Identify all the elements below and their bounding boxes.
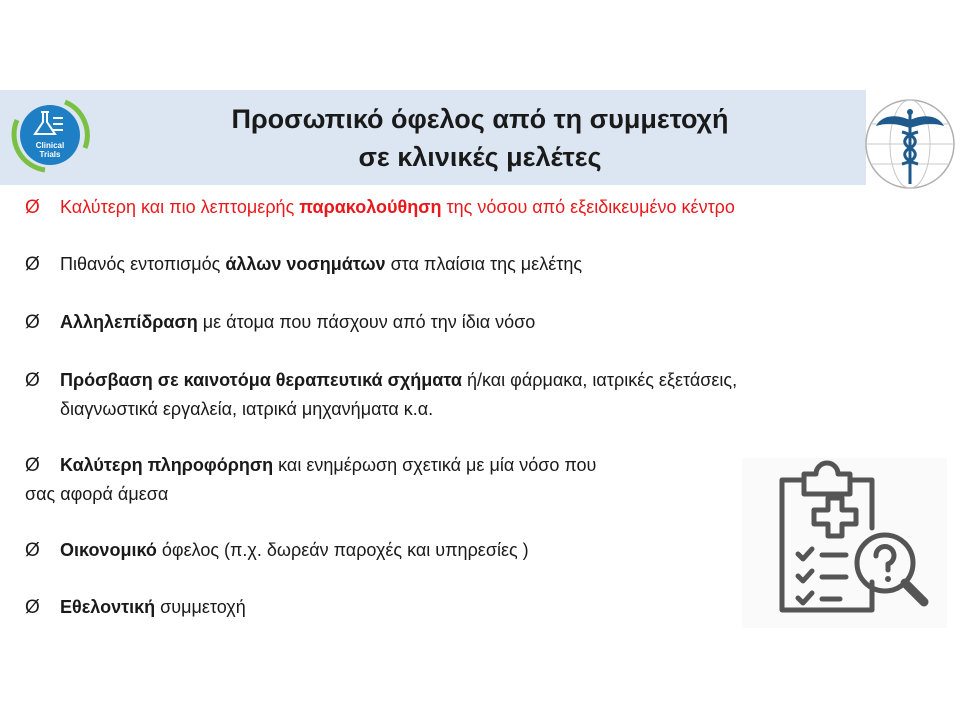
item-text-bold: Καλύτερη πληροφόρηση: [60, 455, 274, 475]
logo-text-trials: Trials: [39, 150, 61, 159]
bullet-icon: Ø: [25, 197, 40, 218]
item-text-post: με άτομα που πάσχουν από την ίδια νόσο: [197, 312, 536, 332]
list-item: [25, 308, 925, 337]
item-text-bold: Πρόσβαση σε καινοτόμα θεραπευτικά σχήματα: [60, 370, 462, 390]
item-text-pre: Πιθανός εντοπισμός: [60, 254, 226, 274]
bullet-icon: Ø: [25, 254, 40, 275]
list-item: [25, 250, 925, 279]
list-item: [25, 193, 925, 222]
item-text-post: ή/και φάρμακα, ιατρικές εξετάσεις,: [461, 370, 738, 390]
caduceus-globe-logo: [862, 96, 958, 192]
item-text-continued: σας αφορά άμεσα: [25, 484, 169, 504]
item-text-post: στα πλαίσια της μελέτης: [385, 254, 583, 274]
bullet-icon: Ø: [25, 597, 40, 618]
bullet-icon: Ø: [25, 312, 40, 333]
bullet-icon: Ø: [25, 370, 40, 391]
item-text-bold: άλλων νοσημάτων: [225, 254, 386, 274]
title-line-2: σε κλινικές μελέτες: [358, 142, 602, 172]
bullet-icon: Ø: [25, 540, 40, 561]
item-text-pre: Καλύτερη και πιο λεπτομερής: [60, 197, 300, 217]
title-line-1: Προσωπικό όφελος από τη συμμετοχή: [231, 104, 729, 134]
item-text-bold: Οικονομικό: [60, 540, 157, 560]
item-text-post: συμμετοχή: [155, 597, 246, 617]
clinical-trials-logo: [5, 90, 95, 180]
item-text-post: της νόσου από εξειδικευμένο κέντρο: [441, 197, 735, 217]
list-item: [25, 451, 725, 509]
logo-text-clinical: Clinical: [35, 141, 65, 150]
item-text-post: όφελος (π.χ. δωρεάν παροχές και υπηρεσίες ): [156, 540, 529, 560]
item-text-continued: διαγνωστικά εργαλεία, ιατρικά μηχανήματα κ.α.: [60, 399, 434, 419]
item-text-bold: Εθελοντική: [60, 597, 156, 617]
page-title: [120, 100, 840, 176]
item-text-bold: Αλληλεπίδραση: [60, 312, 198, 332]
bullet-icon: Ø: [25, 455, 40, 476]
item-text-bold: παρακολούθηση: [299, 197, 442, 217]
clipboard-magnifier-icon: [742, 458, 947, 628]
list-item: [25, 366, 925, 424]
item-text-post: και ενημέρωση σχετικά με μία νόσο που: [273, 455, 597, 475]
